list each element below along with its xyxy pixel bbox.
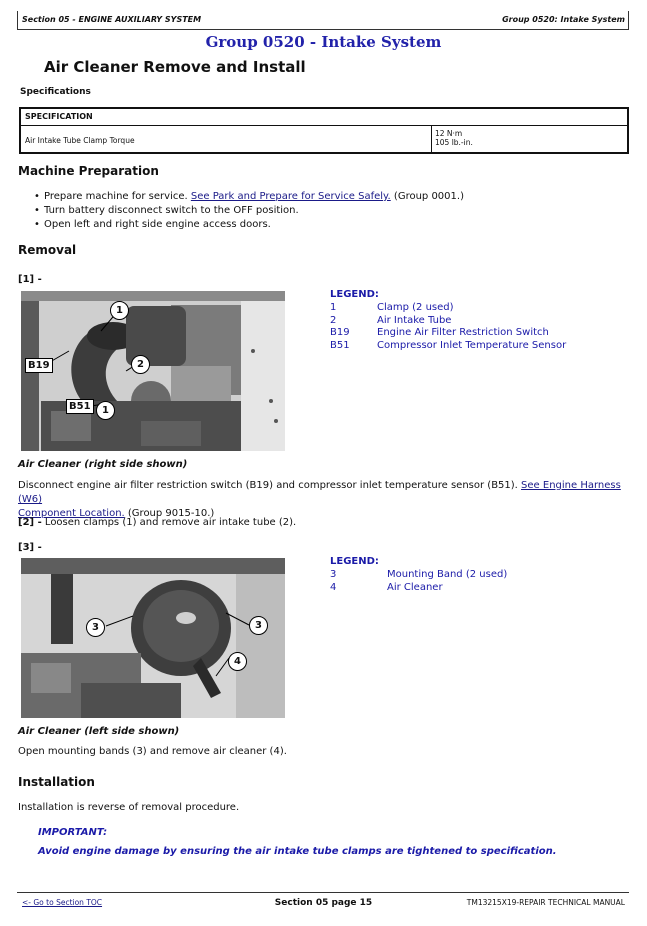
legend-1 — [330, 289, 630, 353]
legend-row — [330, 302, 630, 315]
legend-1-title: LEGEND: — [330, 289, 379, 300]
page-title: Air Cleaner Remove and Install — [44, 58, 306, 76]
legend-desc: Air Intake Tube — [377, 314, 452, 326]
list-item — [32, 190, 622, 204]
figure-1-caption: Air Cleaner (right side shown) — [18, 459, 188, 470]
important-label: IMPORTANT: — [38, 827, 108, 838]
callout-3-right: 3 — [249, 616, 268, 635]
air-cleaner-right-side-illustration — [21, 291, 285, 451]
footer-manual-id: TM13215X19-REPAIR TECHNICAL MANUAL — [466, 898, 625, 907]
step-1-label: [1] - — [18, 274, 42, 285]
callout-4: 4 — [228, 652, 247, 671]
spec-column-divider — [431, 126, 432, 153]
legend-key: B19 — [330, 327, 350, 339]
machine-preparation-list — [32, 190, 622, 232]
step-1-text — [18, 479, 628, 521]
callout-3-left: 3 — [86, 618, 105, 637]
important-text: Avoid engine damage by ensuring the air intake tube clamps are tightened to specification. — [38, 846, 557, 857]
spec-value-imperial: 105 lb.-in. — [435, 138, 473, 147]
callout-b19: B19 — [25, 358, 53, 373]
footer-page-number: Section 05 page 15 — [274, 898, 373, 908]
header-group-label: Group 0520: Intake System — [502, 15, 625, 24]
spec-value-metric: 12 N·m — [435, 129, 463, 138]
list-item-text: (Group 0001.) — [390, 191, 464, 202]
step-3-text: Open mounting bands (3) and remove air cleaner (4). — [18, 746, 287, 757]
air-cleaner-right-side-image — [21, 291, 285, 451]
legend-row — [330, 569, 630, 582]
list-item-text: Open left and right side engine access doors. — [44, 219, 271, 230]
legend-key: 4 — [330, 581, 337, 593]
legend-desc: Engine Air Filter Restriction Switch — [377, 327, 549, 339]
step-2-label: [2] - — [18, 517, 42, 528]
step-3-label: [3] - — [18, 542, 42, 553]
list-item-text: Prepare machine for service. — [44, 191, 191, 202]
callout-1-top: 1 — [110, 301, 129, 320]
installation-heading: Installation — [18, 775, 95, 789]
legend-row — [330, 582, 630, 595]
legend-2 — [330, 556, 630, 594]
callout-2: 2 — [131, 355, 150, 374]
specification-table-header: SPECIFICATION — [21, 109, 627, 126]
figure-2-caption: Air Cleaner (left side shown) — [18, 726, 180, 737]
step-2-body: Loosen clamps (1) and remove air intake tube (2). — [44, 517, 297, 528]
legend-key: 1 — [330, 301, 337, 313]
legend-desc: Compressor Inlet Temperature Sensor — [377, 340, 567, 352]
removal-heading: Removal — [18, 243, 77, 257]
specifications-label: Specifications — [20, 87, 91, 97]
step-2-text — [18, 517, 296, 528]
legend-desc: Air Cleaner — [387, 581, 443, 593]
list-item-text: Turn battery disconnect switch to the OFF position. — [44, 205, 299, 216]
callout-1-bottom: 1 — [96, 401, 115, 420]
header-section-label: Section 05 - ENGINE AUXILIARY SYSTEM — [22, 15, 202, 24]
legend-key: 2 — [330, 314, 337, 326]
step-1-post: (Group 9015-10.) — [124, 508, 215, 519]
legend-key: 3 — [330, 568, 337, 580]
park-prepare-link[interactable]: See Park and Prepare for Service Safely. — [190, 191, 391, 202]
installation-text: Installation is reverse of removal procedure. — [18, 802, 240, 813]
legend-desc: Clamp (2 used) — [377, 301, 454, 313]
component-location-link[interactable]: Component Location. — [18, 508, 125, 519]
legend-desc: Mounting Band (2 used) — [387, 568, 508, 580]
air-cleaner-left-side-image — [21, 558, 285, 718]
group-title: Group 0520 - Intake System — [205, 33, 442, 51]
spec-row-value — [435, 129, 473, 147]
legend-row — [330, 327, 630, 340]
specification-table — [19, 107, 629, 154]
list-item — [32, 204, 622, 218]
legend-row — [330, 340, 630, 353]
step-1-body: Disconnect engine air filter restriction switch (B19) and compressor inlet temperature sensor (B51). — [18, 480, 522, 491]
legend-key: B51 — [330, 340, 350, 352]
air-cleaner-left-side-illustration — [21, 558, 285, 718]
machine-preparation-heading: Machine Preparation — [18, 164, 159, 178]
legend-row — [330, 315, 630, 328]
go-to-section-toc-link[interactable]: <- Go to Section TOC — [22, 898, 103, 907]
spec-row-name: Air Intake Tube Clamp Torque — [25, 136, 135, 145]
engine-harness-link[interactable]: See Engine Harness (W6) — [18, 480, 621, 505]
callout-b51: B51 — [66, 399, 94, 414]
legend-2-title: LEGEND: — [330, 556, 379, 567]
list-item — [32, 218, 622, 232]
footer-divider — [17, 892, 629, 893]
